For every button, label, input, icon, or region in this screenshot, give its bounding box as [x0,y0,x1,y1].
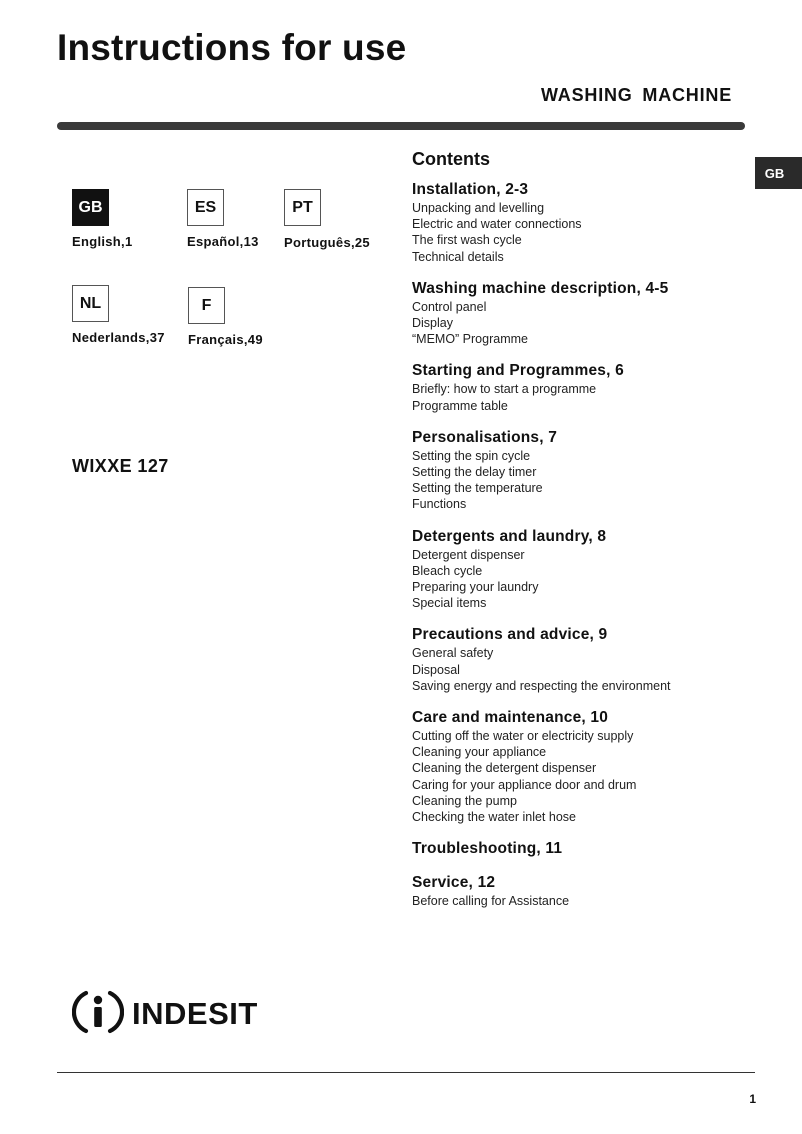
toc-item[interactable]: Setting the temperature [412,481,543,496]
toc-item[interactable]: Checking the water inlet hose [412,810,576,825]
toc-item[interactable]: Detergent dispenser [412,547,525,562]
toc-item[interactable]: Display [412,316,453,331]
language-item-pt[interactable] [284,189,370,250]
footer-divider [57,1072,755,1073]
toc-section-precautions [412,625,772,694]
brand-name: INDESIT [132,995,258,1031]
language-item-nl[interactable] [72,285,165,345]
toc-section-title[interactable]: Detergents and laundry, 8 [412,527,607,545]
table-of-contents [412,148,772,923]
toc-item[interactable]: General safety [412,646,494,661]
contents-heading: Contents [412,149,490,169]
language-label[interactable]: Nederlands,37 [72,330,165,345]
toc-item[interactable]: Preparing your laundry [412,580,539,595]
language-item-gb[interactable] [72,189,133,249]
toc-section-title[interactable]: Starting and Programmes, 6 [412,362,624,380]
language-code-box[interactable]: NL [72,285,109,322]
toc-section-title[interactable]: Precautions and advice, 9 [412,626,608,644]
toc-item[interactable]: Unpacking and levelling [412,201,545,215]
toc-item[interactable]: Cleaning the detergent dispenser [412,761,597,776]
toc-item[interactable]: Bleach cycle [412,563,483,578]
toc-item[interactable]: Setting the spin cycle [412,448,531,463]
header-divider [57,122,745,130]
toc-section-service [412,873,772,909]
toc-item[interactable]: Electric and water connections [412,217,582,232]
toc-section-care [412,708,772,825]
toc-section-title[interactable]: Installation, 2-3 [412,181,529,198]
toc-section-description [412,279,772,348]
toc-item[interactable]: Control panel [412,299,487,314]
toc-section-title[interactable]: Personalisations, 7 [412,428,558,446]
toc-section-starting [412,361,772,413]
toc-item[interactable]: Technical details [412,249,504,264]
language-code-box[interactable]: ES [187,189,224,226]
model-number: WIXXE 127 [72,456,169,476]
page-title: Instructions for use [57,27,407,68]
language-label[interactable]: Español,13 [187,234,259,249]
toc-section-detergents [412,527,772,612]
toc-section-title[interactable]: Service, 12 [412,874,496,892]
language-item-f[interactable] [188,287,263,347]
language-label[interactable]: English,1 [72,234,133,249]
toc-section-troubleshooting [412,839,772,859]
toc-section-title[interactable]: Troubleshooting, 11 [412,840,563,858]
indesit-logo-icon [72,986,124,1038]
product-type: WASHING MACHINE [541,85,732,105]
language-label[interactable]: Português,25 [284,235,370,250]
toc-item[interactable]: Disposal [412,662,460,677]
toc-section-title[interactable]: Care and maintenance, 10 [412,709,609,727]
toc-item[interactable]: Functions [412,497,467,512]
toc-section-personalisations [412,428,772,513]
toc-item[interactable]: Caring for your appliance door and drum [412,777,637,792]
toc-item[interactable]: Programme table [412,398,508,413]
language-label[interactable]: Français,49 [188,332,263,347]
brand-logo [72,986,258,1038]
toc-item[interactable]: “MEMO” Programme [412,332,528,347]
toc-item[interactable]: Special items [412,596,487,611]
language-code-box[interactable]: PT [284,189,321,226]
toc-item[interactable]: Before calling for Assistance [412,894,570,909]
toc-item[interactable]: Cleaning your appliance [412,745,547,760]
page-number: 1 [749,1092,756,1106]
language-item-es[interactable] [187,189,259,249]
toc-item[interactable]: Setting the delay timer [412,465,537,480]
toc-section-title[interactable]: Washing machine description, 4-5 [412,279,669,297]
language-code-box[interactable]: GB [72,189,109,226]
toc-item[interactable]: Briefly: how to start a programme [412,382,597,397]
language-code-box[interactable]: F [188,287,225,324]
toc-item[interactable]: Cutting off the water or electricity supply [412,729,634,744]
toc-section-installation [412,180,772,265]
toc-item[interactable]: The first wash cycle [412,233,522,248]
language-side-tab: GB [755,157,802,189]
toc-item[interactable]: Saving energy and respecting the environment [412,678,671,693]
toc-item[interactable]: Cleaning the pump [412,793,517,808]
